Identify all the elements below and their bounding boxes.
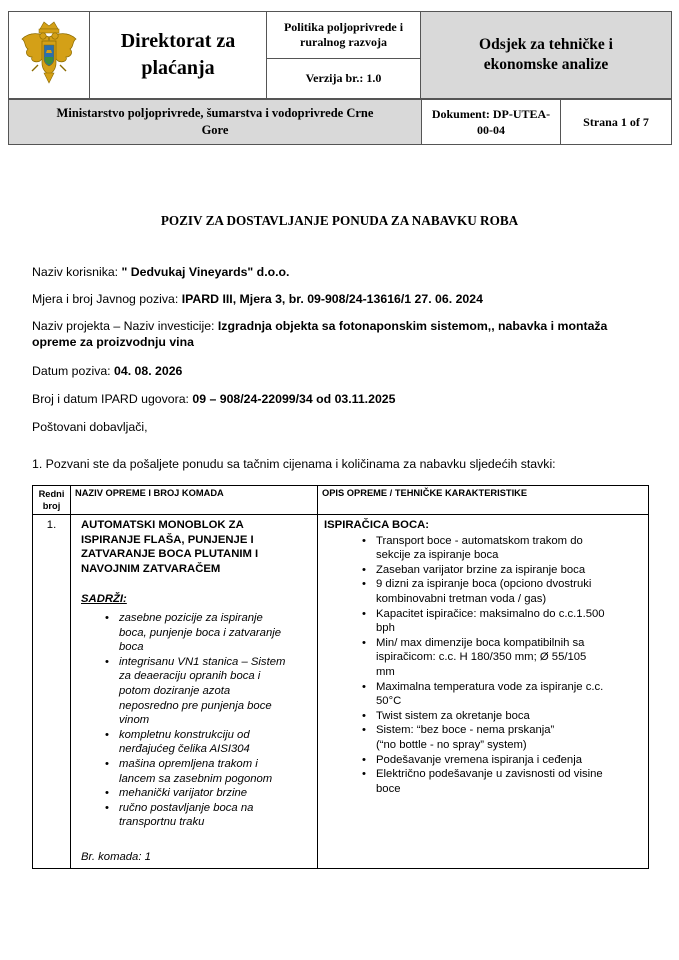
list-item-line: mm bbox=[376, 665, 395, 678]
col1-line2: broj bbox=[42, 501, 61, 511]
col-header-number bbox=[33, 486, 71, 515]
item-title-line: ZATVARANJE BOCA PLUTANIM I bbox=[81, 548, 259, 561]
col-header-description: OPIS OPREME / TEHNIČKE KARAKTERISTIKE bbox=[318, 486, 649, 515]
document-number-cell bbox=[422, 100, 561, 145]
call-label: Mjera i broj Javnog poziva: bbox=[32, 292, 182, 306]
list-item bbox=[324, 723, 640, 752]
page-title: POZIV ZA DOSTAVLJANJE PONUDA ZA NABAVKU ROBA bbox=[160, 213, 519, 228]
description-title: ISPIRAČICA BOCA: bbox=[324, 519, 430, 531]
list-item-line: • Maximalna temperatura vode za ispiranje c.c. bbox=[376, 680, 604, 693]
item-title-line: NAVOJNIM ZATVARAČEM bbox=[81, 562, 221, 575]
list-item bbox=[324, 607, 640, 636]
list-item bbox=[324, 767, 640, 796]
description-list bbox=[324, 534, 640, 797]
list-item-line: potom doziranje azota bbox=[119, 684, 231, 697]
col1-line1: Redni bbox=[38, 489, 65, 499]
list-item-line: • Električno podešavanje u zavisnosti od visine bbox=[376, 768, 603, 781]
instruction: 1. Pozvani ste da pošaljete ponudu sa tačnim cijenama i količinama za nabavku sljedećih stavki: bbox=[32, 457, 556, 471]
item-title bbox=[81, 518, 305, 576]
list-item-line: • 9 dizni za ispiranje boca (opciono dvostruki bbox=[376, 578, 592, 591]
department-cell bbox=[421, 12, 672, 99]
page-number-cell: Strana 1 of 7 bbox=[561, 100, 672, 145]
list-item-line: kombinovabni tretman voda / gas) bbox=[376, 592, 547, 605]
list-item-line: • kompletnu konstrukciju od bbox=[119, 728, 250, 741]
policy-line2: ruralnog razvoja bbox=[300, 34, 387, 49]
row-description-cell bbox=[318, 515, 649, 869]
list-item bbox=[324, 680, 640, 709]
project-value-line2: opreme za proizvodnju vina bbox=[32, 335, 194, 349]
list-item bbox=[81, 786, 305, 801]
contains-label: SADRŽI: bbox=[81, 593, 127, 606]
list-item-line: boca bbox=[119, 641, 144, 654]
list-item bbox=[81, 801, 305, 830]
list-item-line: • Podešavanje vremena ispiranja i ceđenja bbox=[376, 753, 582, 766]
list-item-line: za deaeraciju opranih boca i bbox=[119, 670, 261, 683]
col-header-name: NAZIV OPREME I BROJ KOMADA bbox=[71, 486, 318, 515]
table-header-row bbox=[33, 486, 649, 515]
montenegro-coat-of-arms-icon bbox=[18, 19, 80, 87]
policy-cell bbox=[267, 12, 421, 59]
list-item-line: ispiračicom: c.c. H 180/350 mm; Ø 55/105 bbox=[376, 651, 587, 664]
list-item-line: boca, punjenje boca i zatvaranje bbox=[119, 626, 282, 639]
policy-line1: Politika poljoprivrede i bbox=[283, 19, 404, 34]
project-label: Naziv projekta – Naziv investicije: bbox=[32, 319, 218, 333]
list-item-line: • ručno postavljanje boca na bbox=[119, 801, 254, 814]
department-line2: ekonomske analize bbox=[483, 56, 609, 73]
list-item bbox=[324, 577, 640, 606]
item-title-line: AUTOMATSKI MONOBLOK ZA bbox=[81, 519, 244, 531]
project-value-line1: Izgradnja objekta sa fotonaponskim sistemom,, nabavka i montaža bbox=[217, 319, 608, 333]
item-title-line: ISPIRANJE FLAŠA, PUNJENJE I bbox=[81, 533, 254, 546]
list-item bbox=[324, 534, 640, 563]
date-label: Datum poziva: bbox=[32, 364, 115, 378]
list-item bbox=[324, 636, 640, 680]
table-row bbox=[33, 515, 649, 869]
organization-title bbox=[90, 12, 267, 99]
greeting: Poštovani dobavljači, bbox=[32, 420, 148, 434]
list-item-line: • Sistem: “bez boce - nema prskanja” bbox=[376, 724, 555, 737]
list-item bbox=[81, 655, 305, 728]
call-value: IPARD III, Mjera 3, br. 09-908/24-13616/1 27. 06. 2024 bbox=[181, 292, 483, 306]
list-item bbox=[324, 563, 640, 578]
list-item-line: nerđajućeg čelika AISI304 bbox=[119, 743, 250, 756]
list-item-line: bph bbox=[376, 622, 395, 635]
project-line bbox=[32, 318, 652, 350]
list-item-line: • mehanički varijator brzine bbox=[119, 787, 248, 800]
list-item-line: • Min/ max dimenzije boca kompatibilnih sa bbox=[376, 636, 585, 649]
contract-label: Broj i datum IPARD ugovora: bbox=[32, 392, 193, 406]
date-value: 04. 08. 2026 bbox=[114, 364, 183, 378]
items-table bbox=[32, 485, 649, 869]
list-item-line: (“no bottle - no spray” system) bbox=[376, 738, 527, 751]
date-line bbox=[32, 363, 652, 379]
list-item-line: sekcije za ispiranje boca bbox=[376, 549, 499, 562]
list-item-line: • Zaseban varijator brzine za ispiranje boca bbox=[376, 563, 586, 576]
list-item-line: • integrisanu VN1 stanica – Sistem bbox=[119, 655, 286, 668]
logo-cell bbox=[9, 12, 90, 99]
row-number: 1. bbox=[33, 515, 71, 869]
list-item-line: • Twist sistem za okretanje boca bbox=[376, 709, 530, 722]
department-line1: Odsjek za tehničke i bbox=[479, 36, 613, 53]
list-item-line: • zasebne pozicije za ispiranje bbox=[119, 611, 263, 624]
list-item-line: • Transport boce - automatskom trakom do bbox=[376, 534, 583, 547]
list-item bbox=[324, 753, 640, 768]
version-cell: Verzija br.: 1.0 bbox=[267, 58, 421, 98]
list-item bbox=[324, 709, 640, 724]
beneficiary-label: Naziv korisnika: bbox=[32, 265, 122, 279]
list-item-line: 50°C bbox=[376, 695, 402, 708]
contents-list bbox=[81, 611, 305, 830]
org-title-line2: plaćanja bbox=[141, 57, 215, 79]
list-item bbox=[81, 728, 305, 757]
org-title-line1: Direktorat za bbox=[120, 30, 236, 52]
beneficiary-value: " Dedvukaj Vineyards" d.o.o. bbox=[121, 265, 290, 279]
list-item bbox=[81, 611, 305, 655]
list-item-line: boce bbox=[376, 782, 401, 795]
list-item-line: vinom bbox=[119, 714, 150, 727]
beneficiary-line bbox=[32, 264, 652, 280]
list-item-line: neposredno pre punjenja boce bbox=[119, 699, 272, 712]
quantity: Br. komada: 1 bbox=[81, 850, 151, 863]
document-header bbox=[8, 11, 672, 99]
list-item-line: lancem sa zasebnim pogonom bbox=[119, 772, 273, 785]
ministry-cell bbox=[9, 100, 422, 145]
row-name-cell bbox=[71, 515, 318, 869]
list-item-line: transportnu traku bbox=[119, 816, 205, 829]
list-item-line: • mašina opremljena trakom i bbox=[119, 757, 258, 770]
contract-value: 09 – 908/24-22099/34 od 03.11.2025 bbox=[192, 392, 396, 406]
document-line1: Dokument: DP-UTEA- bbox=[431, 107, 551, 121]
ministry-line1: Ministarstvo poljoprivrede, šumarstva i vodoprivrede Crne bbox=[56, 106, 374, 120]
call-line bbox=[32, 291, 652, 307]
contract-line bbox=[32, 391, 652, 407]
document-line2: 00-04 bbox=[477, 123, 505, 137]
list-item bbox=[81, 757, 305, 786]
list-item-line: • Kapacitet ispiračice: maksimalno do c.c.1.500 bbox=[376, 607, 605, 620]
ministry-line2: Gore bbox=[201, 123, 229, 137]
document-subheader bbox=[8, 99, 672, 145]
